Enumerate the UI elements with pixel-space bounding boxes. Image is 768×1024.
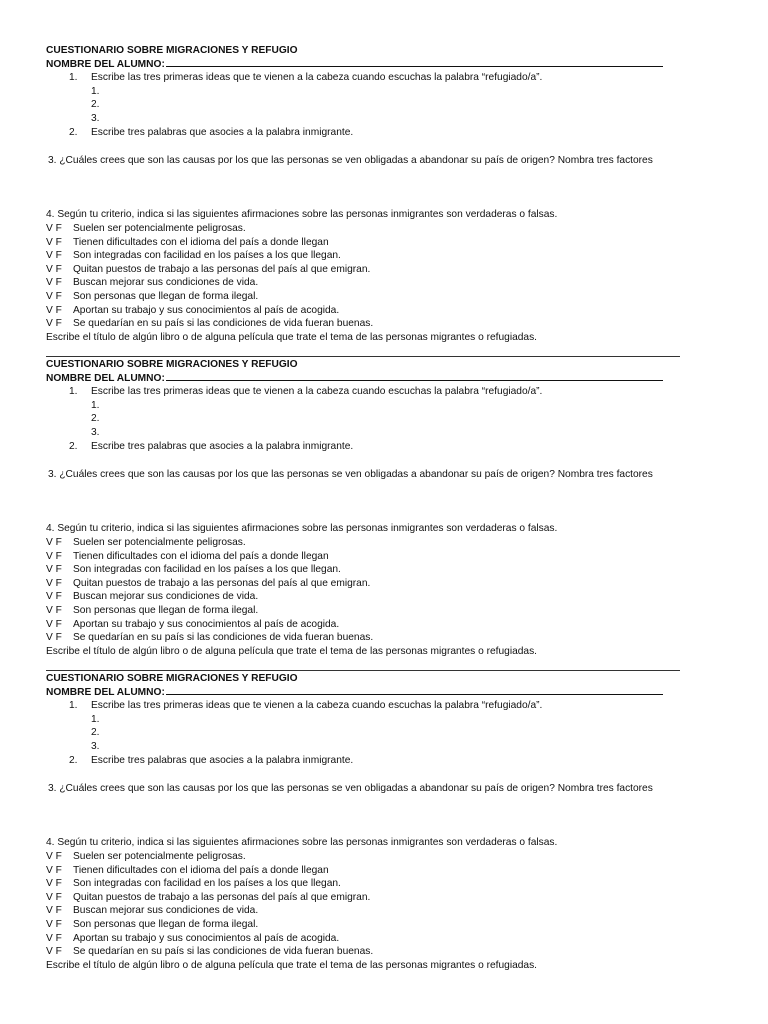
statement-2: V F Tienen dificultades con el idioma del país a donde llegan bbox=[46, 551, 329, 562]
answer-slot-3: 3. bbox=[91, 113, 100, 124]
question-1: 1. Escribe las tres primeras ideas que te vienen a la cabeza cuando escuchas la palabra “refugiado/a”. bbox=[69, 386, 543, 397]
answer-slot-2: 2. bbox=[91, 727, 100, 738]
statement-5: V F Buscan mejorar sus condiciones de vida. bbox=[46, 591, 259, 602]
statement-7: V F Aportan su trabajo y sus conocimientos al país de acogida. bbox=[46, 305, 340, 316]
cut-line-divider bbox=[46, 356, 680, 357]
question-4: 4. Según tu criterio, indica si las siguientes afirmaciones sobre las personas inmigrantes son verdaderas o falsas. bbox=[46, 523, 558, 534]
statement-7: V F Aportan su trabajo y sus conocimientos al país de acogida. bbox=[46, 933, 340, 944]
student-name-line bbox=[46, 371, 663, 385]
statement-4: V F Quitan puestos de trabajo a las personas del país al que emigran. bbox=[46, 264, 371, 275]
answer-slot-3: 3. bbox=[91, 427, 100, 438]
student-name-blank bbox=[166, 685, 663, 695]
statement-1: V F Suelen ser potencialmente peligrosas. bbox=[46, 851, 246, 862]
statement-5: V F Buscan mejorar sus condiciones de vida. bbox=[46, 905, 259, 916]
question-2: 2. Escribe tres palabras que asocies a la palabra inmigrante. bbox=[69, 441, 354, 452]
answer-slot-3: 3. bbox=[91, 741, 100, 752]
question-4: 4. Según tu criterio, indica si las siguientes afirmaciones sobre las personas inmigrantes son verdaderas o falsas. bbox=[46, 837, 558, 848]
student-name-label: NOMBRE DEL ALUMNO: bbox=[46, 687, 165, 698]
question-3: 3. ¿Cuáles crees que son las causas por los que las personas se ven obligadas a abandonar su país de origen? Nombra tres factores bbox=[48, 469, 653, 480]
answer-slot-2: 2. bbox=[91, 99, 100, 110]
questionnaire-title: CUESTIONARIO SOBRE MIGRACIONES Y REFUGIO bbox=[46, 673, 298, 684]
student-name-line bbox=[46, 685, 663, 699]
question-5: Escribe el título de algún libro o de alguna película que trate el tema de las personas migrantes o refugiadas. bbox=[46, 960, 537, 971]
statement-7: V F Aportan su trabajo y sus conocimientos al país de acogida. bbox=[46, 619, 340, 630]
question-4: 4. Según tu criterio, indica si las siguientes afirmaciones sobre las personas inmigrantes son verdaderas o falsas. bbox=[46, 209, 558, 220]
student-name-blank bbox=[166, 371, 663, 381]
statement-4: V F Quitan puestos de trabajo a las personas del país al que emigran. bbox=[46, 578, 371, 589]
answer-slot-1: 1. bbox=[91, 86, 100, 97]
statement-8: V F Se quedarían en su país si las condiciones de vida fueran buenas. bbox=[46, 318, 374, 329]
question-1: 1. Escribe las tres primeras ideas que te vienen a la cabeza cuando escuchas la palabra “refugiado/a”. bbox=[69, 72, 543, 83]
question-1: 1. Escribe las tres primeras ideas que te vienen a la cabeza cuando escuchas la palabra “refugiado/a”. bbox=[69, 700, 543, 711]
cut-line-divider bbox=[46, 670, 680, 671]
statement-3: V F Son integradas con facilidad en los países a los que llegan. bbox=[46, 878, 341, 889]
student-name-line bbox=[46, 57, 663, 71]
statement-3: V F Son integradas con facilidad en los países a los que llegan. bbox=[46, 564, 341, 575]
statement-1: V F Suelen ser potencialmente peligrosas. bbox=[46, 223, 246, 234]
statement-1: V F Suelen ser potencialmente peligrosas. bbox=[46, 537, 246, 548]
student-name-label: NOMBRE DEL ALUMNO: bbox=[46, 373, 165, 384]
statement-6: V F Son personas que llegan de forma ilegal. bbox=[46, 291, 259, 302]
questionnaire-title: CUESTIONARIO SOBRE MIGRACIONES Y REFUGIO bbox=[46, 359, 298, 370]
student-name-label: NOMBRE DEL ALUMNO: bbox=[46, 59, 165, 70]
statement-4: V F Quitan puestos de trabajo a las personas del país al que emigran. bbox=[46, 892, 371, 903]
questionnaire-title: CUESTIONARIO SOBRE MIGRACIONES Y REFUGIO bbox=[46, 45, 298, 56]
answer-slot-2: 2. bbox=[91, 413, 100, 424]
question-5: Escribe el título de algún libro o de alguna película que trate el tema de las personas migrantes o refugiadas. bbox=[46, 646, 537, 657]
student-name-blank bbox=[166, 57, 663, 67]
statement-6: V F Son personas que llegan de forma ilegal. bbox=[46, 605, 259, 616]
question-2: 2. Escribe tres palabras que asocies a la palabra inmigrante. bbox=[69, 755, 354, 766]
statement-2: V F Tienen dificultades con el idioma del país a donde llegan bbox=[46, 237, 329, 248]
answer-slot-1: 1. bbox=[91, 714, 100, 725]
question-3: 3. ¿Cuáles crees que son las causas por los que las personas se ven obligadas a abandonar su país de origen? Nombra tres factores bbox=[48, 155, 653, 166]
statement-8: V F Se quedarían en su país si las condiciones de vida fueran buenas. bbox=[46, 946, 374, 957]
answer-slot-1: 1. bbox=[91, 400, 100, 411]
statement-2: V F Tienen dificultades con el idioma del país a donde llegan bbox=[46, 865, 329, 876]
statement-8: V F Se quedarían en su país si las condiciones de vida fueran buenas. bbox=[46, 632, 374, 643]
statement-3: V F Son integradas con facilidad en los países a los que llegan. bbox=[46, 250, 341, 261]
question-5: Escribe el título de algún libro o de alguna película que trate el tema de las personas migrantes o refugiadas. bbox=[46, 332, 537, 343]
statement-6: V F Son personas que llegan de forma ilegal. bbox=[46, 919, 259, 930]
question-2: 2. Escribe tres palabras que asocies a la palabra inmigrante. bbox=[69, 127, 354, 138]
statement-5: V F Buscan mejorar sus condiciones de vida. bbox=[46, 277, 259, 288]
question-3: 3. ¿Cuáles crees que son las causas por los que las personas se ven obligadas a abandonar su país de origen? Nombra tres factores bbox=[48, 783, 653, 794]
